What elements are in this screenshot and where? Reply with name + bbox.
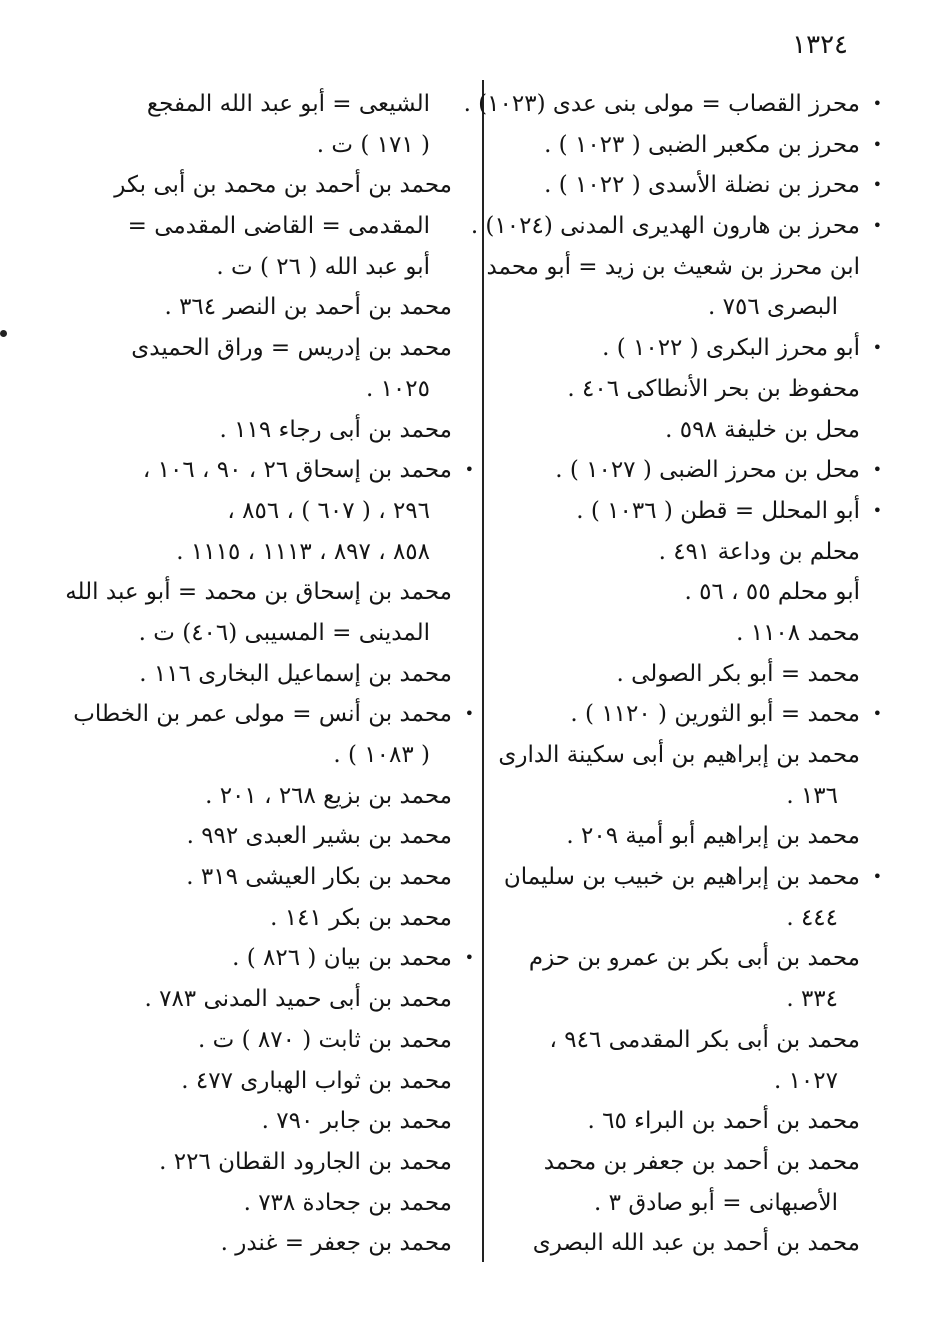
entry-text: ( ١٠٨٣ ) . [333,742,430,768]
index-entry [500,125,882,166]
entry-bullet-marker: • [872,175,882,195]
entry-text: المدينى = المسيبى (٤٠٦) ت . [138,619,430,646]
entry-text: محمد بن بكر ١٤١ . [270,904,452,931]
page-number: ١٣٢٤ [792,30,848,60]
index-entry [500,369,860,410]
index-entry [90,287,452,328]
entry-text: محمد بن جابر ٧٩٠ . [261,1108,452,1135]
index-entry [500,1061,860,1102]
index-entry [90,532,452,573]
index-entry [500,898,860,939]
entry-text: محرز بن مكعبر الضبى ( ١٠٢٣ ) . [544,131,860,158]
entry-text: محمد بن أحمد بن البراء ٦٥ . [587,1108,860,1135]
index-entry [500,816,860,857]
entry-bullet-marker: • [464,460,474,480]
index-entry [90,735,452,776]
entry-text: محمد بن أبى بكر المقدمى ٩٤٦ ، [549,1026,860,1053]
entry-text: محمد بن إبراهيم أبو أمية ٢٠٩ . [566,823,860,850]
entry-text: ١٣٦ . [786,782,838,809]
index-entry [90,1061,452,1102]
index-entry [463,84,882,125]
entry-text: محمد بن إبراهيم بن أبى سكينة الدارى [498,742,860,768]
index-entry [500,694,882,735]
entry-text: محمد بن بكار العيشى ٣١٩ . [186,864,452,891]
entry-text: محمد بن جحادة ٧٣٨ . [243,1189,452,1216]
index-entry [90,84,452,125]
entry-bullet-marker: • [464,948,474,968]
index-entry [65,572,452,613]
entry-text: ٤٤٤ . [786,904,838,931]
entry-text: محمد ١١٠٨ . [736,619,860,646]
entry-text: محمد بن ثواب الهبارى ٤٧٧ . [181,1067,452,1094]
index-entry [90,165,452,206]
entry-text: محرز بن نضلة الأسدى ( ١٠٢٢ ) . [544,172,860,199]
index-entry [90,1223,452,1264]
index-entry [90,938,474,979]
entry-text: أبو محرز البكرى ( ١٠٢٢ ) . [602,335,860,362]
entry-text: ( ١٧١ ) ت . [316,131,430,158]
entry-text: محمد بن إسحاق بن محمد = أبو عبد الله [65,579,452,606]
index-entry [73,694,474,735]
entry-text: محمد بن ثابت ( ٨٧٠ ) ت . [198,1026,452,1053]
index-entry [500,491,882,532]
index-entry [500,1101,860,1142]
index-entry [486,247,860,288]
entry-text: ١٠٢٥ . [365,375,430,402]
entry-text: محمد بن إدريس = وراق الحميدى [131,335,452,362]
entry-text: ٨٥٨ ، ٨٩٧ ، ١١١٣ ، ١١١٥ . [176,538,430,565]
entry-text: أبو عبد الله ( ٢٦ ) ت . [216,253,430,280]
index-entry [500,165,882,206]
entry-text: محرز القصاب = مولى بنى عدى (١٠٢٣) . [463,91,860,117]
index-entry [500,410,860,451]
entry-text: محمد بن أنس = مولى عمر بن الخطاب [73,701,452,728]
index-entry [90,816,452,857]
index-entry [90,1020,452,1061]
entry-text: محمد بن أبى حميد المدنى ٧٨٣ . [144,986,452,1013]
entry-text: المقدمى = القاضى المقدمى = [127,213,430,240]
entry-bullet-marker: • [872,134,882,154]
index-entry [500,572,860,613]
index-entry [500,776,860,817]
entry-text: محمد بن الجارود القطان ٢٢٦ . [159,1148,452,1175]
index-entry [90,1101,452,1142]
entry-text: محمد بن أبى رجاء ١١٩ . [219,416,452,443]
index-entry [90,491,452,532]
index-entry [90,613,452,654]
entry-text: محلم بن وداعة ٤٩١ . [658,538,860,565]
entry-text: ابن محرز بن شعيث بن زيد = أبو محمد [486,253,860,280]
entry-text: محمد بن إسماعيل البخارى ١١٦ . [139,660,452,687]
entry-text: الأصبهانى = أبو صادق ٣ . [594,1189,838,1216]
index-entry [90,125,452,166]
entry-text: ٢٩٦ ، ( ٦٠٧ ) ، ٨٥٦ ، [227,497,430,524]
index-entry [90,1183,452,1224]
entry-text: محل بن محرز الضبى ( ١٠٢٧ ) . [555,457,860,484]
entry-text: محمد بن أبى بكر بن عمرو بن حزم [528,945,860,972]
entry-bullet-marker: • [464,704,474,724]
index-entry [90,206,452,247]
entry-text: ٣٣٤ . [786,986,838,1013]
entry-text: الشيعى = أبو عبد الله المفجع [146,91,430,117]
entry-text: محمد = أبو بكر الصولى . [616,660,860,687]
index-entry [500,450,882,491]
index-entry [500,654,860,695]
entry-text: محمد بن أحمد بن عبد الله البصرى [532,1230,860,1257]
entry-bullet-marker: • [872,500,882,520]
index-entry [90,857,452,898]
index-entry [500,857,882,898]
entry-text: محمد بن بيان ( ٨٢٦ ) . [232,945,452,972]
index-entry [500,735,860,776]
entry-bullet-marker: • [872,704,882,724]
index-entry [500,328,882,369]
index-entry [500,287,860,328]
entry-text: محمد = أبو الثورين ( ١١٢٠ ) . [570,701,860,728]
index-entry [90,247,452,288]
index-entry [500,1142,860,1183]
index-entry [500,613,860,654]
margin-mark [0,330,7,337]
index-entry [90,654,452,695]
entry-text: أبو محلم ٥٥ ، ٥٦ . [684,579,860,606]
right-column [463,84,882,1264]
entry-text: محمد بن بزيع ٢٦٨ ، ٢٠١ . [205,782,452,809]
index-entry [90,898,452,939]
entry-bullet-marker: • [872,338,882,358]
index-entry [500,1020,860,1061]
entry-bullet-marker: • [872,94,882,113]
index-entry [90,1142,452,1183]
index-entry [500,979,860,1020]
entry-text: محمد بن أحمد بن جعفر بن محمد [543,1148,860,1175]
index-entry [500,532,860,573]
entry-text: محرز بن هارون الهديرى المدنى (١٠٢٤) . [470,213,860,240]
entry-text: محل بن خليفة ٥٩٨ . [665,416,860,443]
index-entry [90,328,452,369]
index-entry [90,450,474,491]
index-entry [90,369,452,410]
entry-text: محمد بن إبراهيم بن خبيب بن سليمان [503,864,860,891]
left-column [65,84,474,1264]
entry-text: محمد بن أحمد بن محمد بن أبى بكر [114,172,452,199]
entry-text: محفوظ بن بحر الأنطاكى ٤٠٦ . [567,375,860,402]
entry-text: أبو المحلل = قطن ( ١٠٣٦ ) . [576,497,860,524]
entry-text: البصرى ٧٥٦ . [708,294,838,321]
index-entry [500,1223,860,1264]
entry-bullet-marker: • [872,867,882,887]
column-divider [482,80,484,1262]
entry-bullet-marker: • [872,216,882,236]
entry-text: محمد بن بشير العبدى ٩٩٢ . [186,823,452,850]
entry-text: محمد بن إسحاق ٢٦ ، ٩٠ ، ١٠٦ ، [142,457,452,484]
entry-bullet-marker: • [872,460,882,480]
entry-text: محمد بن جعفر = غندر . [220,1230,452,1257]
index-entry [500,1183,860,1224]
index-entry [90,979,452,1020]
index-entry [500,938,860,979]
index-entry [470,206,882,247]
index-entry [90,410,452,451]
entry-text: محمد بن أحمد بن النصر ٣٦٤ . [164,294,452,321]
entry-text: ١٠٢٧ . [773,1067,838,1094]
index-entry [90,776,452,817]
